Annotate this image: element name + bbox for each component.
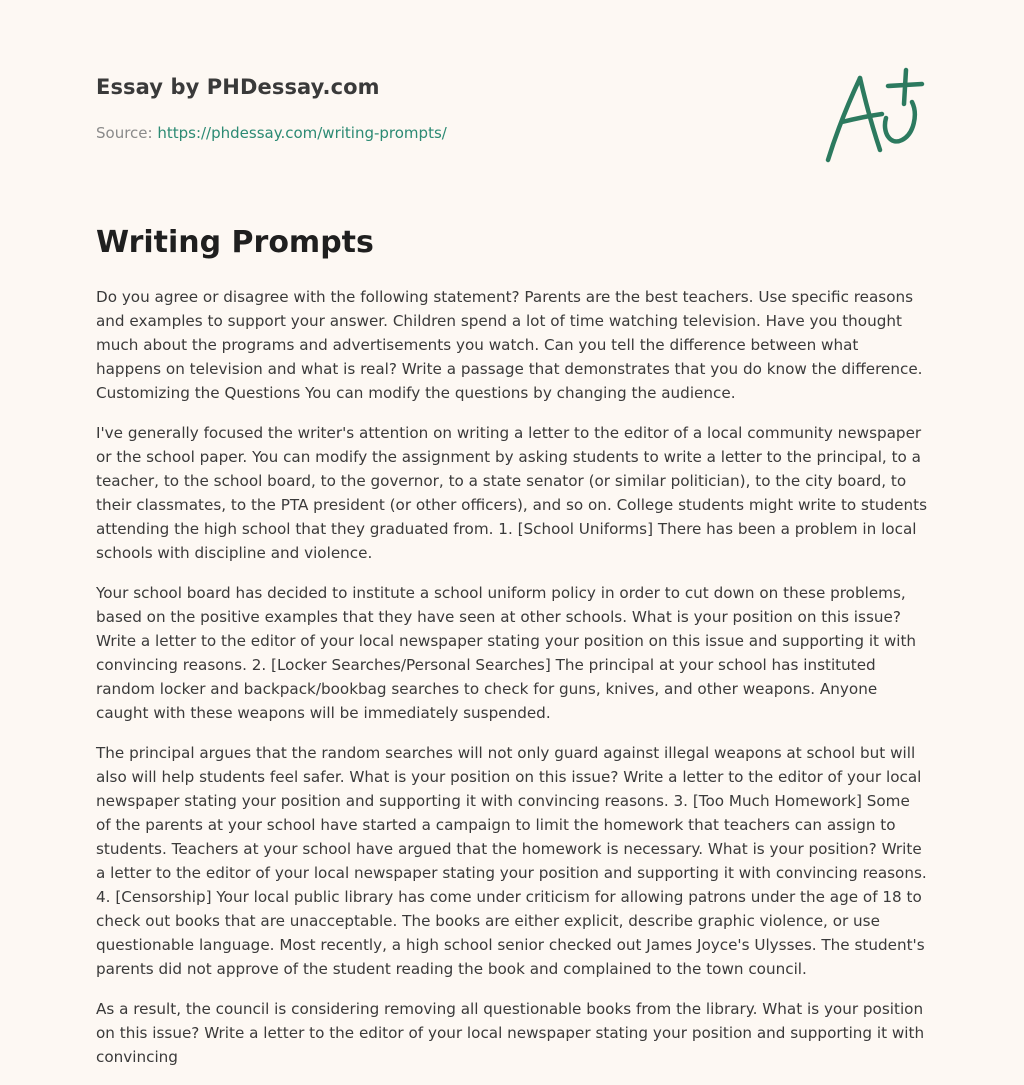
source-label: Source: — [96, 124, 158, 142]
brand-title: Essay by PHDessay.com — [96, 75, 380, 99]
article-body — [96, 285, 928, 1085]
page-header — [96, 0, 928, 190]
source-link[interactable]: https://phdessay.com/writing-prompts/ — [157, 124, 447, 142]
document-page — [96, 0, 928, 1066]
paragraph: As a result, the council is considering removing all questionable books from the library. What is your position on this issue? Write a letter to the editor of your local newspaper stating your position and supporting it with convincing — [96, 1000, 925, 1066]
a-plus-logo-icon — [822, 64, 926, 168]
paragraph: I've generally focused the writer's attention on writing a letter to the editor of a local community newspaper or the school paper. You can modify the assignment by asking students to write a letter to the principal, to a teacher, to the school board, to the governor, to a state senator (or similar politician), to the city board, to their classmates, to the PTA president (or other officers), and so on. College students might write to students attending the high school that they graduated from. 1. [School Uniforms] There has been a problem in local schools with discipline and violence. — [96, 424, 928, 562]
paragraph: Your school board has decided to institute a school uniform policy in order to cut down on these problems, based on the positive examples that they have seen at other schools. What is your position on this issue? Write a letter to the editor of your local newspaper stating your position on this issue and supporting it with convincing reasons. 2. [Locker Searches/Personal Searches] The principal at your school has instituted random locker and backpack/bookbag searches to check for guns, knives, and other weapons. Anyone caught with these weapons will be immediately suspended. — [96, 584, 917, 722]
article-title: Writing Prompts — [96, 225, 374, 260]
paragraph: Do you agree or disagree with the following statement? Parents are the best teachers. Use specific reasons and examples to support your answer. Children spend a lot of time watching television. Have you thought much about the programs and advertisements you watch. Can you tell the difference between what happens on television and what is real? Write a passage that demonstrates that you do know the difference. Customizing the Questions You can modify the questions by changing the audience. — [96, 288, 923, 402]
source-line — [96, 124, 447, 142]
paragraph: The principal argues that the random searches will not only guard against illegal weapons at school but will also will help students feel safer. What is your position on this issue? Write a letter to the editor of your local newspaper stating your position and supporting it with convincing reasons. 3. [Too Much Homework] Some of the parents at your school have started a campaign to limit the homework that teachers can assign to students. Teachers at your school have argued that the homework is necessary. What is your position? Write a letter to the editor of your local newspaper stating your position and supporting it with convincing reasons. 4. [Censorship] Your local public library has come under criticism for allowing patrons under the age of 18 to check out books that are unacceptable. The books are either explicit, describe graphic violence, or use questionable language. Most recently, a high school senior checked out James Joyce's Ulysses. The student's parents did not approve of the student reading the book and complained to the town council. — [96, 744, 927, 978]
